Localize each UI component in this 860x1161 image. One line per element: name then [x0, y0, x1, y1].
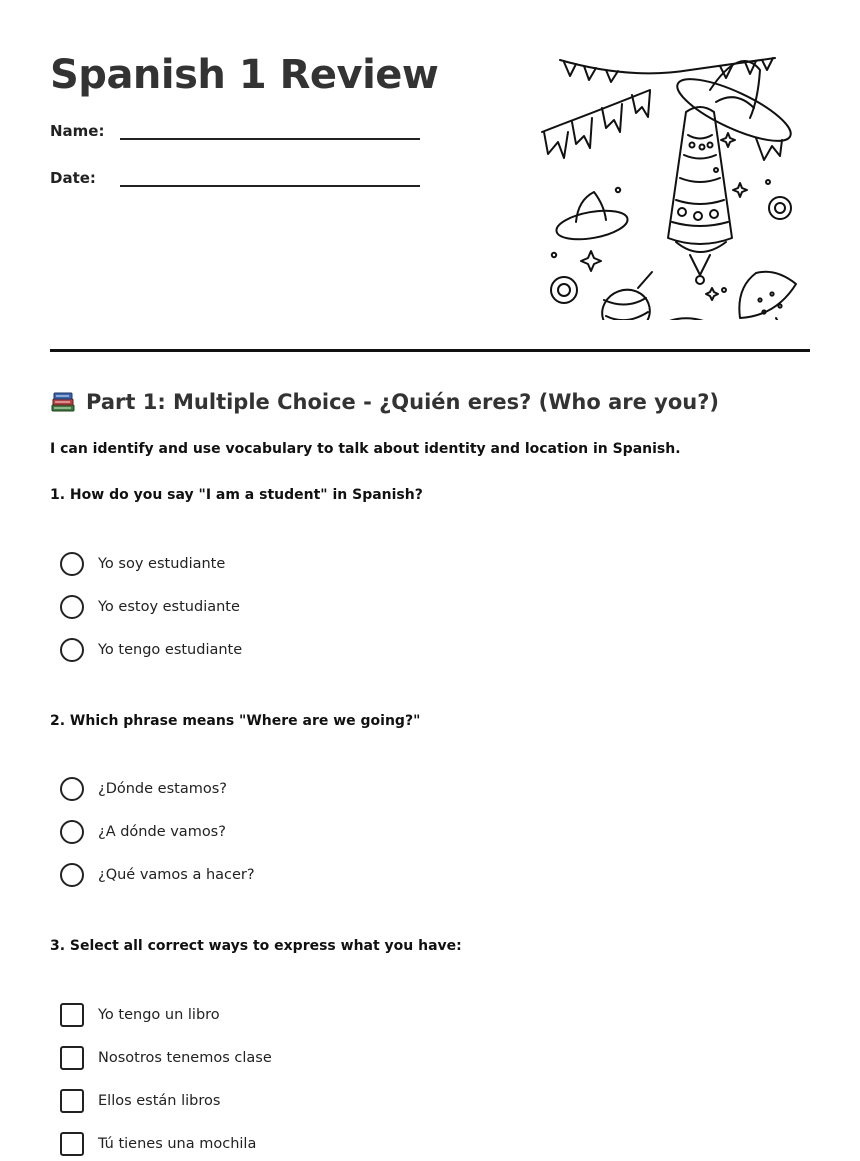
option-label: ¿Dónde estamos? — [98, 781, 227, 797]
option-label: Yo tengo estudiante — [98, 642, 243, 658]
part-1-heading — [50, 390, 719, 414]
option-label: ¿A dónde vamos? — [98, 824, 226, 840]
question-2-prompt: 2. Which phrase means "Where are we going?" — [50, 713, 421, 729]
worksheet-header — [50, 50, 810, 350]
q2-option-1[interactable] — [60, 776, 227, 802]
name-field — [50, 122, 104, 140]
radio-button[interactable] — [60, 777, 84, 801]
q3-option-2[interactable] — [60, 1045, 272, 1071]
name-label: Name: — [50, 122, 105, 140]
question-3-prompt: 3. Select all correct ways to express what you have: — [50, 938, 462, 954]
option-label: Ellos están libros — [98, 1093, 221, 1109]
mexican-fiesta-illustration-icon — [540, 50, 800, 320]
checkbox[interactable] — [60, 1046, 84, 1070]
q1-option-1[interactable] — [60, 551, 225, 577]
date-line[interactable] — [120, 171, 420, 187]
q2-option-2[interactable] — [60, 819, 226, 845]
option-label: Nosotros tenemos clase — [98, 1050, 272, 1066]
date-field — [50, 169, 96, 187]
q1-option-3[interactable] — [60, 637, 242, 663]
radio-button[interactable] — [60, 863, 84, 887]
q1-option-2[interactable] — [60, 594, 240, 620]
q3-option-1[interactable] — [60, 1002, 220, 1028]
checkbox[interactable] — [60, 1089, 84, 1113]
radio-button[interactable] — [60, 552, 84, 576]
q3-option-3[interactable] — [60, 1088, 220, 1114]
part-1-title: Part 1: Multiple Choice - ¿Quién eres? (Who are you?) — [86, 390, 720, 414]
option-label: Yo estoy estudiante — [98, 599, 240, 615]
radio-button[interactable] — [60, 638, 84, 662]
section-divider — [50, 349, 810, 352]
checkbox[interactable] — [60, 1132, 84, 1156]
page-title: Spanish 1 Review — [50, 52, 439, 98]
option-label: Yo tengo un libro — [98, 1007, 220, 1023]
option-label: ¿Qué vamos a hacer? — [98, 867, 255, 883]
option-label: Yo soy estudiante — [98, 556, 226, 572]
date-label: Date: — [50, 169, 96, 187]
learning-objective: I can identify and use vocabulary to talk about identity and location in Spanish. — [50, 441, 681, 457]
checkbox[interactable] — [60, 1003, 84, 1027]
radio-button[interactable] — [60, 820, 84, 844]
name-line[interactable] — [120, 124, 420, 140]
q2-option-3[interactable] — [60, 862, 255, 888]
q3-option-4[interactable] — [60, 1131, 256, 1157]
books-icon — [50, 390, 76, 414]
radio-button[interactable] — [60, 595, 84, 619]
question-1-prompt: 1. How do you say "I am a student" in Spanish? — [50, 487, 423, 503]
option-label: Tú tienes una mochila — [98, 1136, 257, 1152]
